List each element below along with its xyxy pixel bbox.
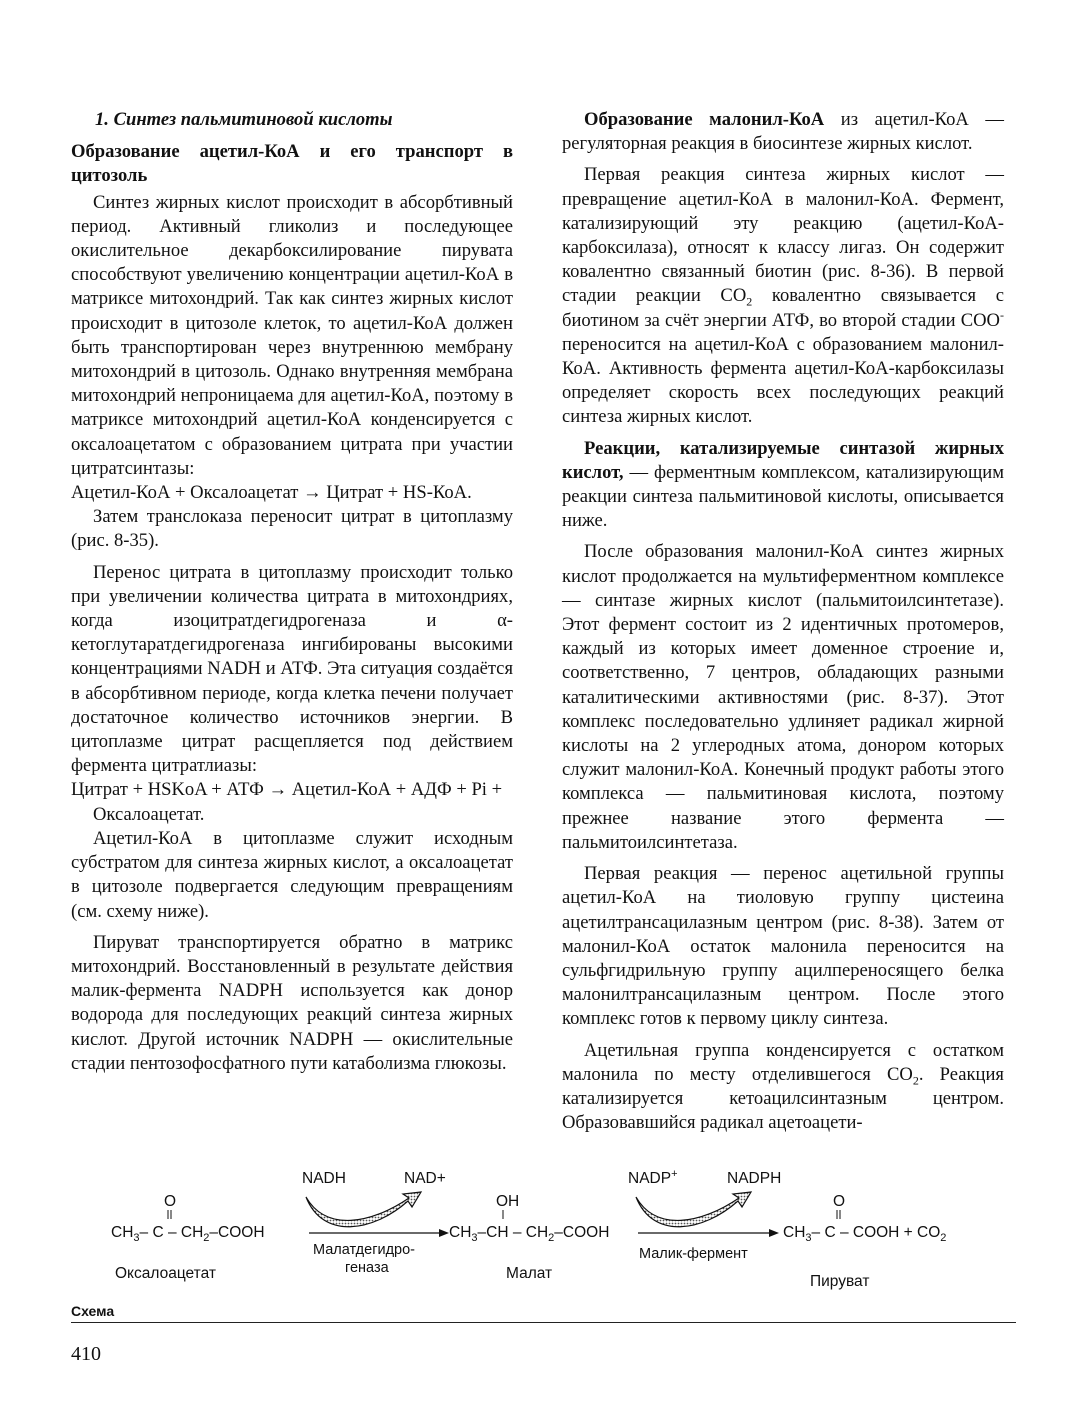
- paragraph-text: переносится на ацетил-КоА с образованием малонил-КоА. Активность фермента ацетил-КоА-карбоксилазы определяет скорость всех последующих реакций синтеза жирных кислот.: [562, 333, 1004, 428]
- superscript: -: [1000, 307, 1004, 322]
- page-number: 410: [71, 1343, 101, 1365]
- label-pyruvate: Пируват: [810, 1273, 870, 1290]
- label-malate: Малат: [506, 1265, 553, 1282]
- equation: Ацетил-КоА + Оксалоацетат → Цитрат + HS-КоА.: [71, 482, 472, 504]
- hydroxyl-label: OH: [496, 1193, 520, 1210]
- paragraph: [562, 1039, 1004, 1136]
- right-column: [562, 108, 1004, 1135]
- paragraph-text: Ацетильная группа конденсируется с остатком малонила по месту отделившегося CO: [562, 1039, 1004, 1085]
- cofactor-nadph: NADPH: [727, 1170, 782, 1187]
- formula-pyruvate: $CH_3-$ C – COOH + $CO_2$: [783, 1224, 947, 1245]
- section-title: 1. Синтез пальмитиновой кислоты: [95, 109, 393, 130]
- curved-arrow-nadp-icon: [636, 1192, 751, 1227]
- enzyme-malate-dehydrogenase-cont: геназа: [345, 1260, 389, 1276]
- paragraph-text: . Реакция катализируется кетоацилсинтазным центром. Образовавшийся радикал ацетоацети-: [562, 1063, 1004, 1134]
- paragraph-text: ковалентно связывается с биотином за счёт энергии АТФ, во второй стадии СОО: [562, 285, 1004, 331]
- cofactor-nadp: NADP+: [628, 1167, 678, 1187]
- arrowhead-2-icon: [769, 1229, 779, 1237]
- paragraph: Синтез жирных кислот происходит в абсорбтивный период. Активный гликолиз и последующее окислительное декарбоксилирование пирувата способствуют увеличению концентрации ацетил-КоА в матриксе митохондрий. Так как синтез жирных кислот происходит в цитозоле клеток, то ацетил-КоА должен быть транспортирован через внутреннюю мембрану митохондрий в цитозоль. Однако внутренняя мембрана митохондрий непроницаема для ацетил-КоА, поэтому в матриксе митохондрий ацетил-КоА конденсируется с оксалоацетатом с образованием цитрата при участии цитратсинтазы:: [71, 191, 513, 479]
- paragraph: Ацетил-КоА в цитоплазме служит исходным субстратом для синтеза жирных кислот, а оксалоацетат в цитозоле подвергается следующим превращениям (см. схему ниже).: [71, 827, 513, 922]
- paragraph: Затем транслоказа переносит цитрат в цитоплазму (рис. 8-35).: [71, 506, 513, 552]
- arrowhead-1-icon: [439, 1229, 449, 1237]
- subscript: 2: [912, 1073, 919, 1088]
- cofactor-nad-plus: NAD+: [404, 1170, 446, 1187]
- paragraph: Пируват транспортируется обратно в матрикс митохондрий. Восстановленный в результате действия малик-фермента NADPH используется как донор водорода для последующих реакций синтеза жирных кислот. Другой источник NADPH — окислительные стадии пентозофосфатного пути катаболизма глюкозы.: [71, 931, 513, 1074]
- oxygen-label: O: [164, 1193, 177, 1210]
- equation: Цитрат + HSKoA + АТФ → Ацетил-КоА + АДФ + Pi + Оксалоацетат.: [71, 779, 503, 825]
- paragraph-text: из ацетил-КоА — регуляторная реакция в биосинтезе жирных кислот.: [562, 109, 1004, 155]
- left-column: [71, 108, 513, 1076]
- paragraph-lead: Образование малонил-КоА: [584, 109, 825, 130]
- enzyme-malate-dehydrogenase: Малатдегидро-: [313, 1242, 416, 1258]
- paragraph: Первая реакция — перенос ацетильной группы ацетил-КоА на тиоловую группу цистеина ацетилтрансацилазным центром (рис. 8-38). Затем от малонил-КоА остаток малонила переносится на сульфгидрильную группу ацилпереносящего белка малонилтрансацилазным центром. После этого комплекс готов к первому циклу синтеза.: [562, 863, 1004, 1030]
- paragraph: Перенос цитрата в цитоплазму происходит только при увеличении количества цитрата в митохондриях, когда изоцитратдегидрогеназа и α-кетоглутаратдегидрогеназа ингибированы высокими концентрациями NADH и АТФ. Эта ситуация создаётся в абсорбтивном периоде, когда клетка печени получает достаточное количество источников энергии. В цитоплазме цитрат расщепляется под действием фермента цитратлиазы:: [71, 561, 513, 777]
- curved-arrow-nadh-icon: [306, 1192, 421, 1227]
- reaction-scheme: [71, 1162, 1016, 1322]
- subscript: 2: [746, 295, 753, 310]
- subheading: Образование ацетил-КоА и его транспорт в цитозоль: [71, 141, 513, 187]
- paragraph: [562, 108, 1004, 156]
- paragraph-lead: Реакции, катализируемые синтазой жирных кислот,: [562, 437, 1004, 483]
- enzyme-malic: Малик-фермент: [639, 1246, 748, 1262]
- oxygen-label: O: [833, 1193, 846, 1210]
- paragraph: [562, 163, 1004, 429]
- cofactor-nadh: NADH: [302, 1170, 346, 1187]
- label-oxaloacetate: Оксалоацетат: [115, 1265, 216, 1282]
- formula-oxaloacetate: $CH_3-$ C – $CH_2$–COOH: [111, 1224, 265, 1245]
- formula-malate: $CH_3-CH$ – $CH_2$–COOH: [449, 1224, 610, 1245]
- paragraph-text: — ферментным комплексом, катализирующим реакции синтеза пальмитиновой кислоты, описывается ниже.: [562, 461, 1004, 532]
- paragraph: После образования малонил-КоА синтез жирных кислот продолжается на мультиферментном комплексе — синтазе жирных кислот (пальмитоилсинтетазе). Этот фермент состоит из 2 идентичных протомеров, каждый из которых имеет доменное строение и, соответственно, 7 центров, обладающих разными каталитическими активностями (рис. 8-37). Этот комплекс последовательно удлиняет радикал жирной кислоты на 2 углеродных атома, донором которых служит малонил-КоА. Конечный продукт работы этого комплекса — пальмитиновая кислота, поэтому прежнее название этого фермента — пальмитоилсинтетаза.: [562, 541, 1004, 853]
- divider: [71, 1322, 1016, 1323]
- scheme-caption: Схема: [71, 1303, 115, 1319]
- paragraph-text: Первая реакция синтеза жирных кислот — превращение ацетил-КоА в малонил-КоА. Фермент, катализирующий эту реакцию (ацетил-КоА-карбоксилаза), относят к классу лигаз. Он содержит ковалентно связанный биотин (рис. 8-36). В первой стадии реакции CO: [562, 164, 1004, 307]
- paragraph: [562, 437, 1004, 534]
